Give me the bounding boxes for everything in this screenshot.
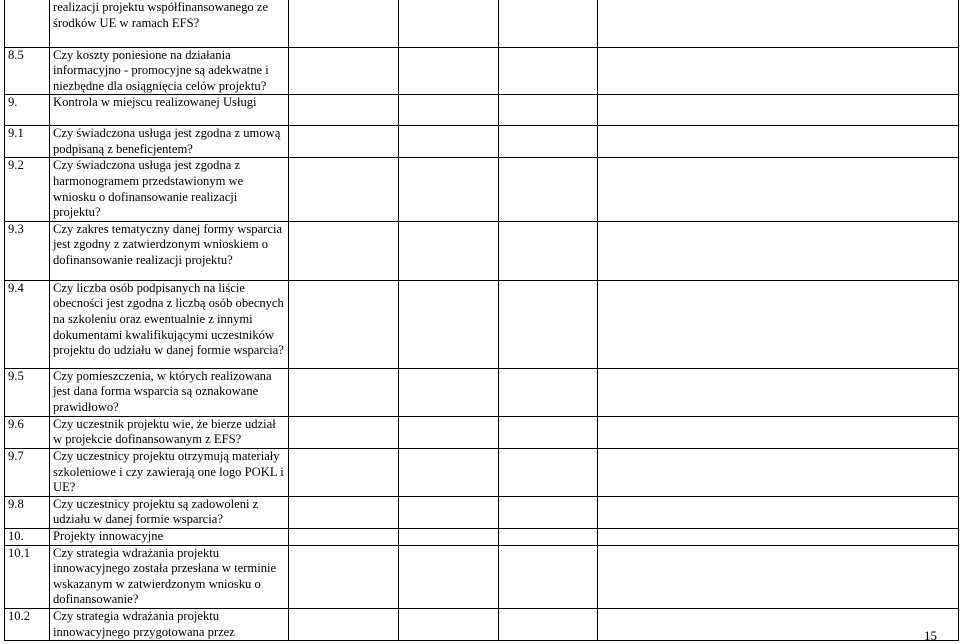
row-number: 9.8 (5, 496, 50, 528)
row-question: Czy strategia wdrażania projektu innowacyjnego przygotowana przez (50, 608, 289, 640)
cell-yes (289, 221, 399, 280)
row-question: Czy zakres tematyczny danej formy wsparcia jest zgodny z zatwierdzonym wnioskiem o dofinansowanie realizacji projektu? (50, 221, 289, 280)
row-question: Projekty innowacyjne (50, 529, 289, 546)
cell-na (499, 126, 598, 158)
table-row (5, 0, 959, 47)
row-number: 10.1 (5, 545, 50, 608)
row-number: 9.7 (5, 449, 50, 497)
cell-yes (289, 280, 399, 368)
cell-no (399, 449, 499, 497)
row-question: Kontrola w miejscu realizowanej Usługi (50, 95, 289, 126)
row-question: Czy uczestnik projektu wie, że bierze udział w projekcie dofinansowanym z EFS? (50, 416, 289, 448)
row-number: 8.5 (5, 47, 50, 95)
cell-no (399, 608, 499, 640)
checklist-body (5, 0, 959, 641)
cell-remarks (598, 0, 959, 47)
table-row (5, 545, 959, 608)
cell-remarks (598, 126, 959, 158)
cell-no (399, 545, 499, 608)
cell-yes (289, 416, 399, 448)
cell-na (499, 416, 598, 448)
table-row (5, 449, 959, 497)
cell-na (499, 47, 598, 95)
table-row (5, 496, 959, 528)
table-row (5, 95, 959, 126)
cell-remarks (598, 449, 959, 497)
cell-remarks (598, 529, 959, 546)
cell-yes (289, 529, 399, 546)
cell-no (399, 158, 499, 221)
cell-remarks (598, 221, 959, 280)
row-question: Czy uczestnicy projektu otrzymują materiały szkoleniowe i czy zawierają one logo POKL i UE? (50, 449, 289, 497)
cell-no (399, 0, 499, 47)
cell-na (499, 545, 598, 608)
cell-no (399, 221, 499, 280)
row-number: 9.3 (5, 221, 50, 280)
cell-no (399, 496, 499, 528)
cell-no (399, 280, 499, 368)
cell-remarks (598, 496, 959, 528)
cell-na (499, 0, 598, 47)
cell-no (399, 416, 499, 448)
row-question: Czy koszty poniesione na działania informacyjno - promocyjne są adekwatne i niezbędne dla osiągnięcia celów projektu? (50, 47, 289, 95)
cell-remarks (598, 368, 959, 416)
row-question: Czy strategia wdrażania projektu innowacyjnego została przesłana w terminie wskazanym w zatwierdzonym wniosku o dofinansowanie? (50, 545, 289, 608)
cell-yes (289, 126, 399, 158)
row-number: 10.2 (5, 608, 50, 640)
cell-no (399, 95, 499, 126)
table-row (5, 47, 959, 95)
cell-remarks (598, 158, 959, 221)
row-question: Czy uczestnicy projektu są zadowoleni z udziału w danej formie wsparcia? (50, 496, 289, 528)
table-row (5, 416, 959, 448)
cell-remarks (598, 545, 959, 608)
cell-remarks (598, 280, 959, 368)
cell-yes (289, 449, 399, 497)
cell-yes (289, 496, 399, 528)
table-row (5, 280, 959, 368)
page-number: 15 (924, 628, 937, 643)
cell-no (399, 126, 499, 158)
cell-yes (289, 0, 399, 47)
row-number (5, 0, 50, 47)
row-number: 9.6 (5, 416, 50, 448)
row-number: 9.2 (5, 158, 50, 221)
row-number: 10. (5, 529, 50, 546)
cell-na (499, 221, 598, 280)
cell-no (399, 47, 499, 95)
cell-na (499, 496, 598, 528)
row-number: 9.5 (5, 368, 50, 416)
cell-yes (289, 47, 399, 95)
cell-yes (289, 158, 399, 221)
cell-remarks (598, 95, 959, 126)
cell-na (499, 368, 598, 416)
row-number: 9.1 (5, 126, 50, 158)
table-row (5, 158, 959, 221)
cell-remarks (598, 47, 959, 95)
cell-na (499, 95, 598, 126)
cell-yes (289, 95, 399, 126)
cell-no (399, 368, 499, 416)
table-row (5, 529, 959, 546)
cell-no (399, 529, 499, 546)
cell-na (499, 158, 598, 221)
row-number: 9. (5, 95, 50, 126)
table-row (5, 221, 959, 280)
cell-na (499, 529, 598, 546)
checklist-table (4, 0, 959, 641)
cell-yes (289, 608, 399, 640)
cell-yes (289, 368, 399, 416)
row-question: Czy świadczona usługa jest zgodna z umową podpisaną z beneficjentem? (50, 126, 289, 158)
row-question: Czy pomieszczenia, w których realizowana jest dana forma wsparcia są oznakowane prawidłowo? (50, 368, 289, 416)
cell-yes (289, 545, 399, 608)
cell-na (499, 449, 598, 497)
row-question: realizacji projektu współfinansowanego ze środków UE w ramach EFS? (50, 0, 289, 47)
cell-na (499, 608, 598, 640)
cell-remarks (598, 416, 959, 448)
table-row (5, 126, 959, 158)
cell-na (499, 280, 598, 368)
row-question: Czy liczba osób podpisanych na liście obecności jest zgodna z liczbą osób obecnych na szkoleniu oraz ewentualnie z innymi dokumentami kwalifikującymi uczestników projektu do udziału w danej formie wsparcia? (50, 280, 289, 368)
row-number: 9.4 (5, 280, 50, 368)
row-question: Czy świadczona usługa jest zgodna z harmonogramem przedstawionym we wniosku o dofinansowanie realizacji projektu? (50, 158, 289, 221)
cell-remarks (598, 608, 959, 640)
table-row (5, 368, 959, 416)
table-row (5, 608, 959, 640)
